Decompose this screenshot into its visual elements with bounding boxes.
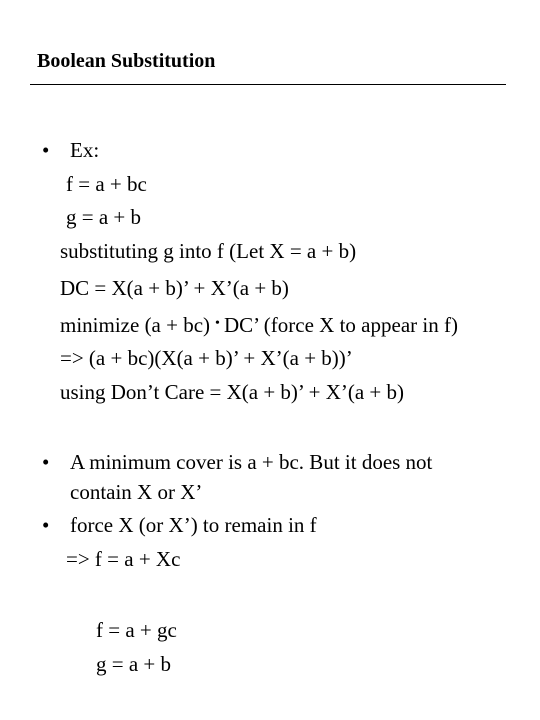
- force-line: force X (or X’) to remain in f: [70, 513, 317, 537]
- example-label: Ex:: [70, 138, 100, 162]
- implies-line: => (a + bc)(X(a + b)’ + X’(a + b))’: [60, 346, 353, 370]
- bullet-min-cover: •: [42, 450, 50, 474]
- final-f: f = a + gc: [96, 618, 177, 642]
- minimize-after: DC’ (force X to appear in f): [223, 313, 458, 337]
- minimize-before: minimize (a + bc): [60, 313, 211, 337]
- slide-title: Boolean Substitution: [37, 50, 216, 72]
- min-cover-line-2: contain X or X’: [70, 480, 203, 504]
- min-cover-line-1: A minimum cover is a + bc. But it does not: [70, 450, 433, 474]
- bullet-force: •: [42, 513, 50, 537]
- substituting-line: substituting g into f (Let X = a + b): [60, 239, 357, 263]
- final-g: g = a + b: [96, 652, 172, 676]
- g-definition: g = a + b: [66, 205, 142, 229]
- minimize-line: [60, 312, 458, 337]
- using-dc-line: using Don’t Care = X(a + b)’ + X’(a + b): [60, 380, 405, 404]
- result-line: => f = a + Xc: [66, 547, 181, 571]
- dc-definition: DC = X(a + b)’ + X’(a + b): [60, 276, 289, 300]
- f-definition: f = a + bc: [66, 172, 147, 196]
- title-divider: [30, 84, 506, 85]
- bullet-ex: •: [42, 138, 50, 162]
- and-dot: •: [215, 316, 220, 331]
